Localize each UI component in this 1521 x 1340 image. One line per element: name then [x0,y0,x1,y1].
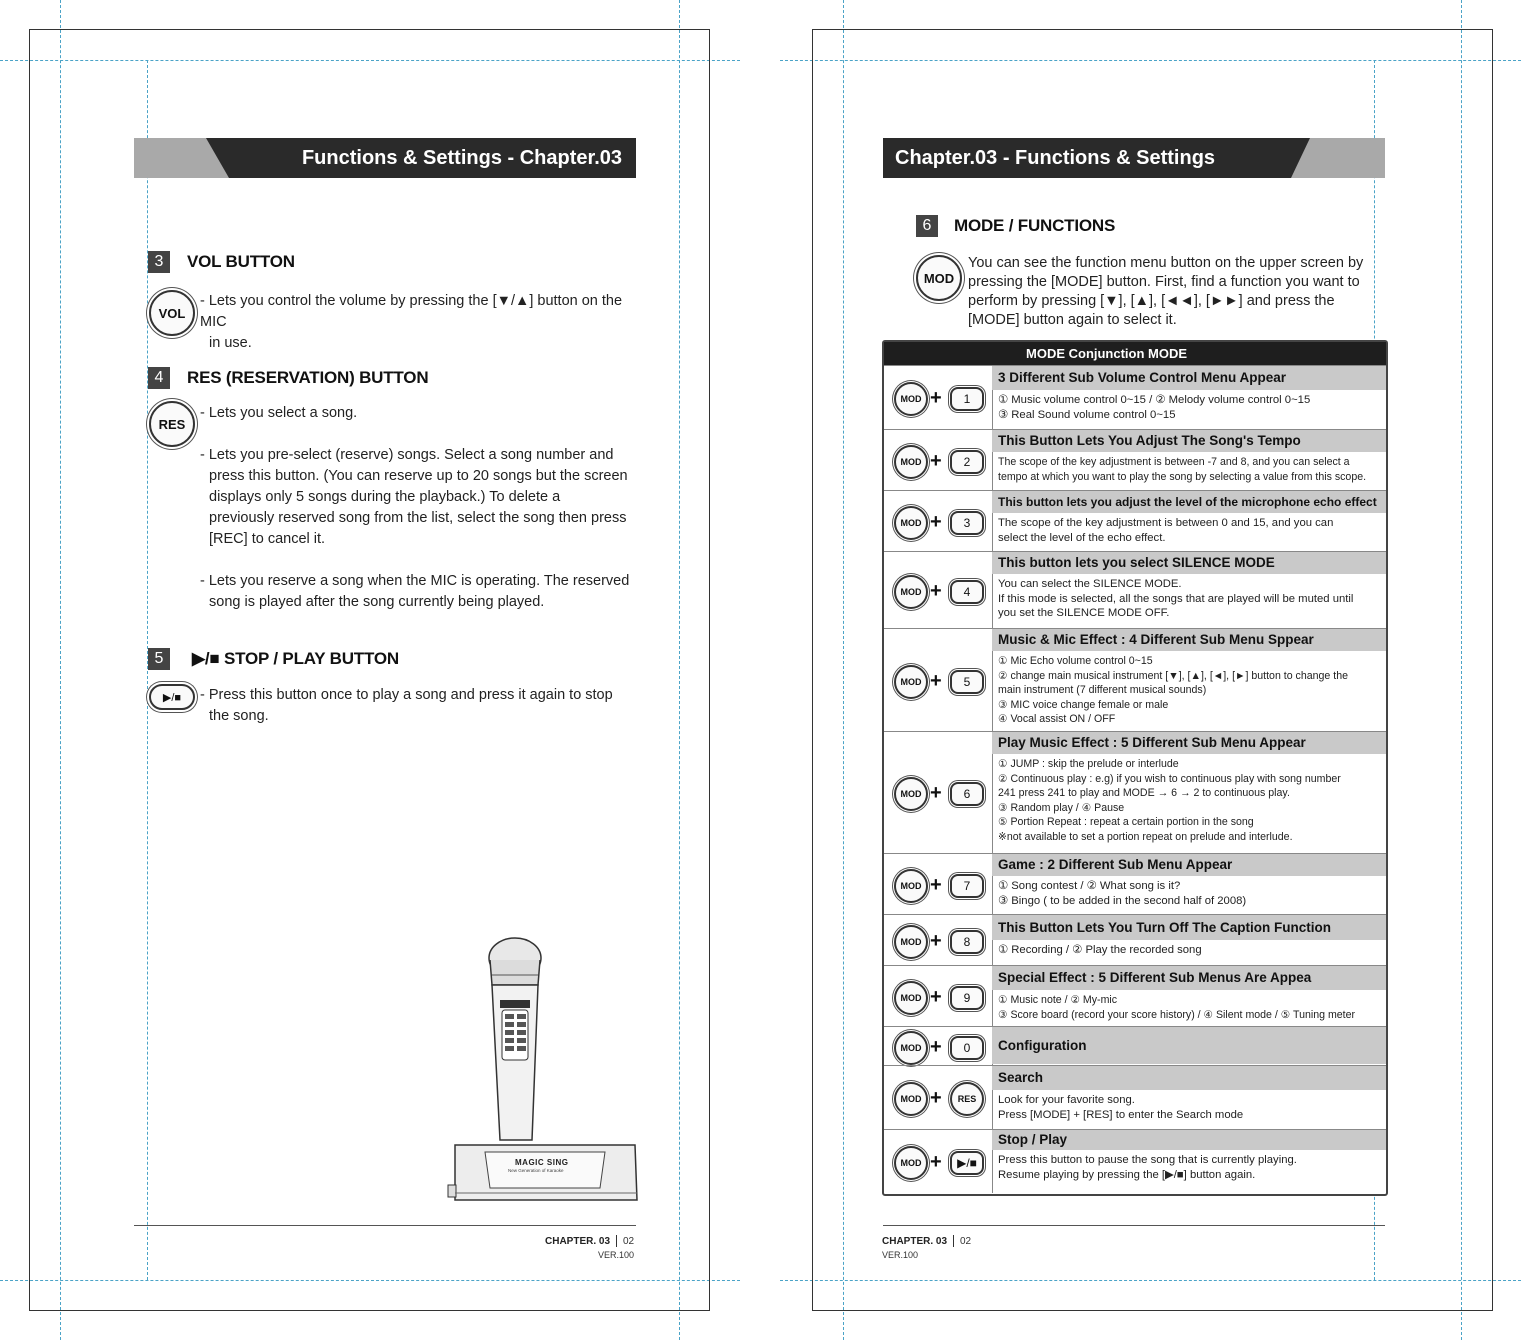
text-line: You can see the function menu button on the upper screen by [968,255,1364,271]
mod-key-icon: MOD [894,1031,928,1065]
stop-play-key-icon: ▶/■ [950,1151,984,1175]
banner-title: Chapter.03 - Functions & Settings [895,147,1216,169]
key-combination [884,552,993,629]
description-line: ③ Score board (record your score history) / ④ Silent mode / ⑤ Tuning meter [998,1008,1356,1021]
chapter-banner [134,138,636,178]
text-line: [MODE] button again to select it. [968,312,1177,328]
mod-key-icon: MOD [894,575,928,609]
section-title: MODE / FUNCTIONS [954,216,1116,235]
footer-chapter: CHAPTER. 03 [882,1236,948,1247]
description-line: ③ Random play / ④ Pause [998,801,1125,814]
key-combination [884,629,993,732]
plus-sign: + [930,510,942,533]
description-line: Press this button to pause the song that is currently playing. [998,1154,1297,1166]
mod-button-label: MOD [923,270,955,286]
text-line: - Press this button once to play a song and press it again to stop [200,687,613,703]
description-line: tempo at which you want to play the song by selecting a value from this scope. [998,470,1367,483]
plus-sign: + [930,579,942,602]
row-title: Stop / Play [992,1130,1386,1150]
key-combination [884,915,993,966]
number-key-icon: 2 [950,450,984,474]
key-combination [884,732,993,854]
section-number: 4 [148,367,170,389]
footer-version: VER.100 [882,1250,919,1260]
text-line: - Lets you pre-select (reserve) songs. Select a song number and [200,447,614,463]
number-key-icon: 7 [950,874,984,898]
description-line: The scope of the key adjustment is between -7 and 8, and you can select a [998,456,1350,468]
row-title: This button lets you adjust the level of the microphone echo effect [992,491,1386,513]
row-title: This Button Lets You Adjust The Song's Tempo [992,430,1386,452]
section-number: 3 [148,251,170,273]
row-description [998,943,1386,958]
product-tagline: New Generation of Karaoke [508,1168,564,1173]
number-key-icon: 9 [950,986,984,1010]
description-line: ※not available to set a portion repeat on prelude and interlude. [998,830,1293,843]
table-row [884,965,1386,1027]
description-line: select the level of the echo effect. [998,531,1166,544]
plus-sign: + [930,929,942,952]
key-combination [884,1027,993,1066]
footer-rule [883,1225,1385,1226]
section-title: ▶/■ STOP / PLAY BUTTON [192,649,399,668]
key-combination [884,1130,993,1193]
res-description [200,403,640,613]
plus-sign: + [930,873,942,896]
row-title: This Button Lets You Turn Off The Caption Function [992,915,1386,940]
footer-version: VER.100 [598,1250,635,1260]
description-line: ① Song contest / ② What song is it? [998,880,1181,892]
description-line: ① JUMP : skip the prelude or interlude [998,758,1179,770]
footer-divider [616,1235,617,1247]
plus-sign: + [930,1150,942,1173]
text-line: - Lets you select a song. [200,405,358,421]
vol-button-label: VOL [158,305,186,321]
mode-description [968,254,1378,330]
plus-sign: + [930,1035,942,1058]
footer-page-number: 02 [960,1236,972,1247]
mod-key-icon: MOD [894,925,928,959]
section-title: VOL BUTTON [187,252,295,271]
text-line: pressing the [MODE] button. First, find a function you want to [968,274,1360,290]
row-title: Search [992,1066,1386,1090]
row-title: Special Effect : 5 Different Sub Menus Are Appea [992,966,1386,990]
number-key-icon: 5 [950,670,984,694]
key-combination [884,366,993,430]
row-title: Play Music Effect : 5 Different Sub Menu Appear [992,732,1386,754]
description-line: You can select the SILENCE MODE. [998,578,1182,590]
key-combination [884,966,993,1027]
row-title: Configuration [992,1027,1386,1064]
description-line: ① Recording / ② Play the recorded song [998,944,1202,956]
table-row [884,731,1386,854]
res-button-icon [149,401,195,447]
section-number: 6 [916,215,938,237]
key-combination [884,854,993,915]
table-row [884,490,1386,552]
table-row [884,914,1386,966]
table-row [884,1065,1386,1130]
res-key-icon: RES [950,1082,984,1116]
description-line: ③ Real Sound volume control 0~15 [998,408,1176,421]
mod-key-icon: MOD [894,1146,928,1180]
stop-play-description [200,685,640,727]
footer-page-number: 02 [623,1236,635,1247]
description-line: The scope of the key adjustment is between 0 and 15, and you can [998,517,1334,529]
banner-title: Functions & Settings - Chapter.03 [301,147,622,169]
key-combination [884,491,993,552]
plus-sign: + [930,782,942,804]
mod-key-icon: MOD [894,981,928,1015]
row-title: Game : 2 Different Sub Menu Appear [992,854,1386,876]
mod-button-icon [916,255,962,301]
table-row [884,1129,1386,1193]
res-button-label: RES [158,416,186,432]
description-line: main instrument (7 different musical sounds) [998,684,1207,697]
section-number: 5 [148,648,170,670]
mod-key-icon: MOD [894,445,928,479]
footer-chapter: CHAPTER. 03 [545,1236,611,1247]
text-line: - Lets you control the volume by pressing the [▼/▲] button on the MIC [200,293,623,330]
description-line: Look for your favorite song. [998,1094,1135,1106]
row-title: 3 Different Sub Volume Control Menu Appear [992,366,1386,390]
number-key-icon: 8 [950,930,984,954]
text-line: [REC] to cancel it. [209,531,326,547]
vol-button-icon [149,290,195,336]
mod-key-icon: MOD [894,1082,928,1116]
description-line: ① Music volume control 0~15 / ② Melody volume control 0~15 [998,394,1311,406]
text-line: - Lets you reserve a song when the MIC is operating. The reserved [200,573,630,589]
row-title: This button lets you select SILENCE MODE [992,552,1386,574]
mod-key-icon: MOD [894,869,928,903]
footer-divider [953,1235,954,1247]
table-row [884,628,1386,732]
mod-key-icon: MOD [894,506,928,540]
plus-sign: + [930,985,942,1008]
number-key-icon: 6 [950,782,984,806]
description-line: Press [MODE] + [RES] to enter the Search mode [998,1108,1244,1121]
row-title: Music & Mic Effect : 4 Different Sub Menu Sppear [992,629,1386,651]
mod-key-icon: MOD [894,777,928,811]
section-title: RES (RESERVATION) BUTTON [187,368,429,387]
stop-play-button-icon [149,684,195,710]
number-key-icon: 1 [950,387,984,411]
mod-key-icon: MOD [894,665,928,699]
plus-sign: + [930,387,942,409]
description-line: ② Continuous play : e.g) if you wish to continuous play with song number [998,772,1341,785]
text-line: song is played after the song currently being played. [209,594,545,610]
stop-play-button-label: ▶/■ [162,691,182,704]
text-line: perform by pressing [▼], [▲], [◄◄], [►►] and press the [968,293,1335,309]
row-description [998,1093,1386,1122]
table-header-label: MODE Conjunction MODE [1026,346,1188,361]
description-line: ① Music note / ② My-mic [998,994,1118,1006]
table-row [884,1026,1386,1066]
description-line: 241 press 241 to play and MODE → 6 → 2 to continuous play. [998,787,1290,800]
description-line: ① Mic Echo volume control 0~15 [998,655,1153,667]
description-line: Resume playing by pressing the [▶/■] button again. [998,1168,1256,1181]
number-key-icon: 3 [950,511,984,535]
table-row [884,853,1386,915]
row-description [998,393,1386,422]
row-description [998,879,1386,908]
description-line: ④ Vocal assist ON / OFF [998,713,1116,726]
plus-sign: + [930,449,942,472]
row-description [998,455,1386,484]
row-description [998,654,1386,727]
mod-key-icon: MOD [894,382,928,416]
plus-sign: + [930,669,942,692]
key-combination [884,1066,993,1130]
text-line: the song. [209,708,269,724]
description-line: ③ Bingo ( to be added in the second half of 2008) [998,894,1247,907]
chapter-banner [883,138,1385,178]
row-description [998,757,1386,845]
text-line: in use. [209,335,252,351]
number-key-icon: 4 [950,580,984,604]
description-line: ③ MIC voice change female or male [998,698,1169,711]
row-description [998,516,1386,545]
row-description [998,1153,1386,1182]
number-key-icon: 0 [950,1036,984,1060]
row-description [998,577,1386,621]
description-line: ② change main musical instrument [▼], [▲], [◄], [►] button to change the [998,669,1348,682]
key-combination [884,430,993,491]
table-row [884,551,1386,629]
mode-conjunction-table [882,340,1388,1196]
product-brand: MAGIC SING [515,1158,569,1167]
text-line: press this button. (You can reserve up to 20 songs but the screen [209,468,628,484]
description-line: you set the SILENCE MODE OFF. [998,607,1170,620]
text-line: displays only 5 songs during the playback.) To delete a [209,489,561,505]
vol-description [200,291,640,354]
plus-sign: + [930,1087,942,1109]
description-line: If this mode is selected, all the songs that are played will be muted until [998,592,1354,605]
table-row [884,365,1386,430]
text-line: previously reserved song from the list, select the song then press [209,510,627,526]
row-description [998,993,1386,1022]
table-header [884,342,1386,366]
footer-rule [134,1225,636,1226]
description-line: ⑤ Portion Repeat : repeat a certain portion in the song [998,816,1254,829]
table-row [884,429,1386,491]
